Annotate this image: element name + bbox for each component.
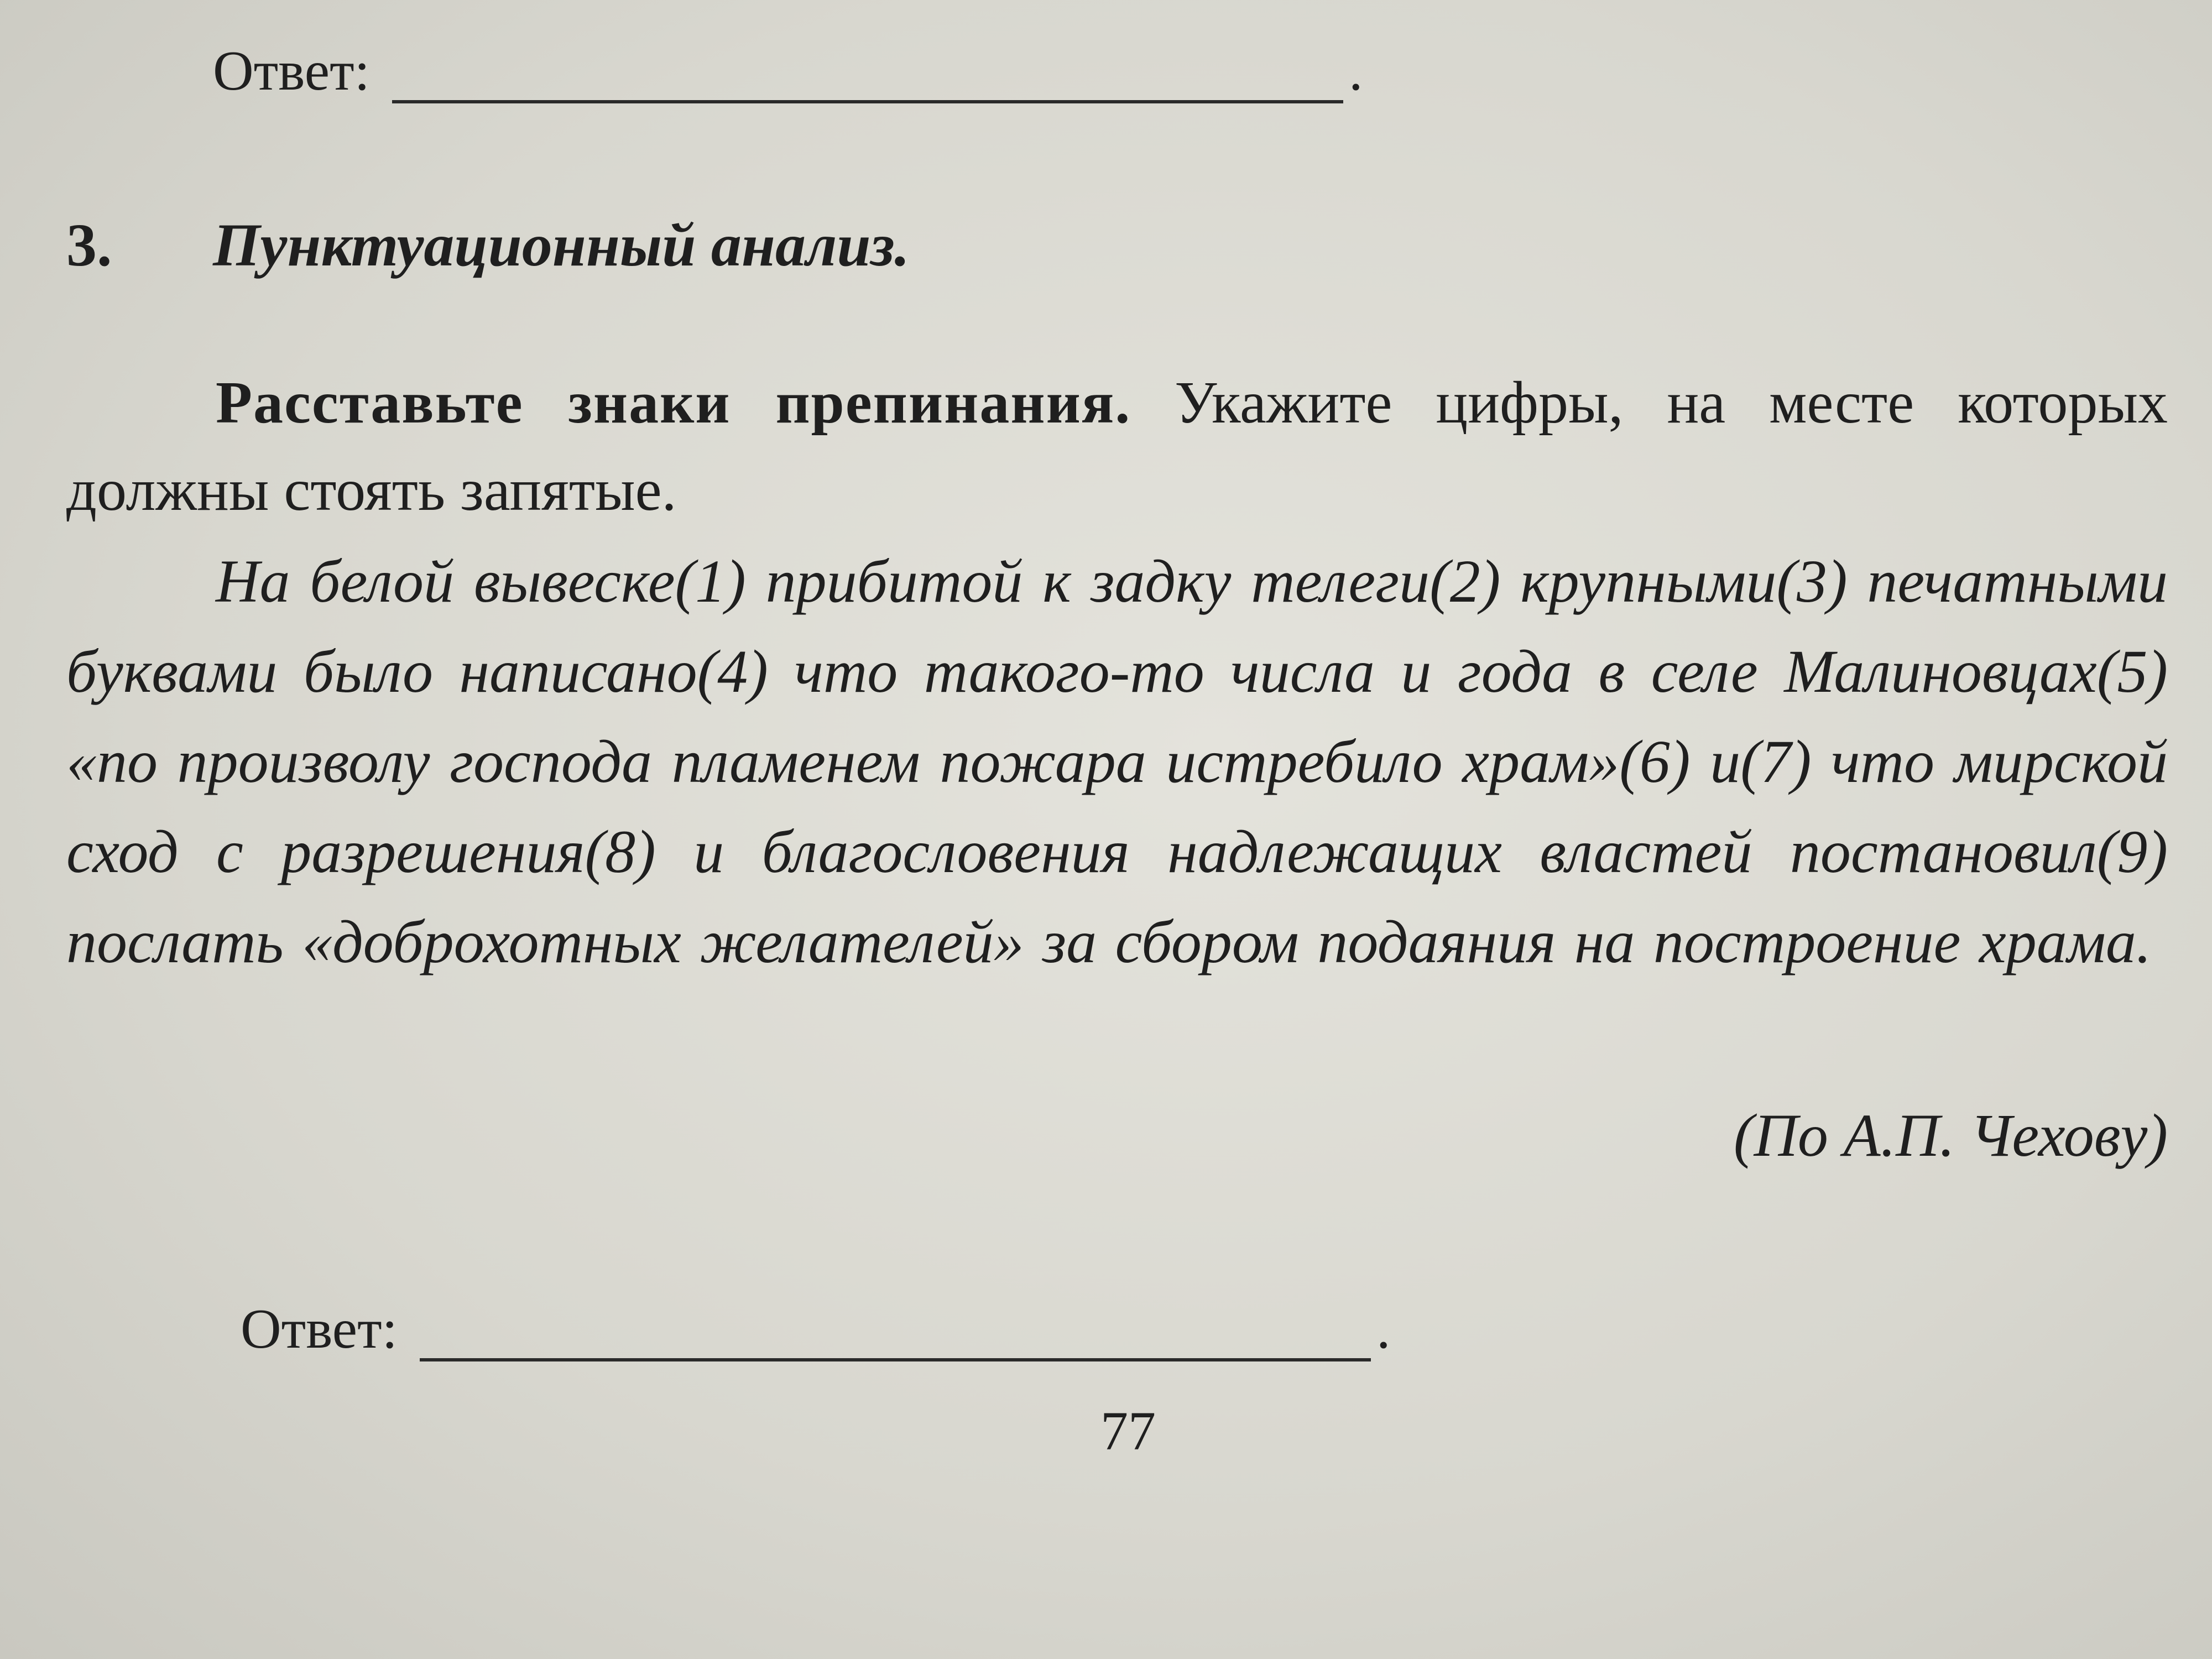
task-title: Пунктуационный анализ. <box>213 211 910 279</box>
answer-line-bottom <box>241 1297 1391 1361</box>
passage-attribution: (По А.П. Чехову) <box>1733 1102 2168 1169</box>
answer-blank <box>392 50 1343 103</box>
answer-blank <box>420 1308 1371 1361</box>
answer-period: . <box>1349 40 1363 102</box>
answer-line-top <box>213 39 1363 103</box>
instruction-bold: Расставьте знаки препинания. <box>216 370 1131 436</box>
answer-label: Ответ: <box>213 40 370 102</box>
task-number: 3. <box>66 211 112 279</box>
instruction-text: Укажите цифры, на месте которых должны стоять запятые. <box>66 370 2168 523</box>
answer-period: . <box>1376 1298 1391 1360</box>
page-number: 77 <box>1100 1400 1156 1462</box>
answer-label: Ответ: <box>241 1298 398 1360</box>
exercise-passage: На белой вывеске(1) прибитой к задку телеги(2) крупными(3) печатными буквами было написано(4) что такого-то числа и года в селе Малиновцах(5) «по произволу господа пламенем пожара истребило храм»(6) и(7) что мирской сход с разрешения(8) и благословения надлежащих властей постановил(9) послать «доброхотных желателей» за сбором подаяния на построение храма. <box>66 547 2168 975</box>
task-instruction <box>66 359 2168 534</box>
task-header <box>66 210 910 280</box>
